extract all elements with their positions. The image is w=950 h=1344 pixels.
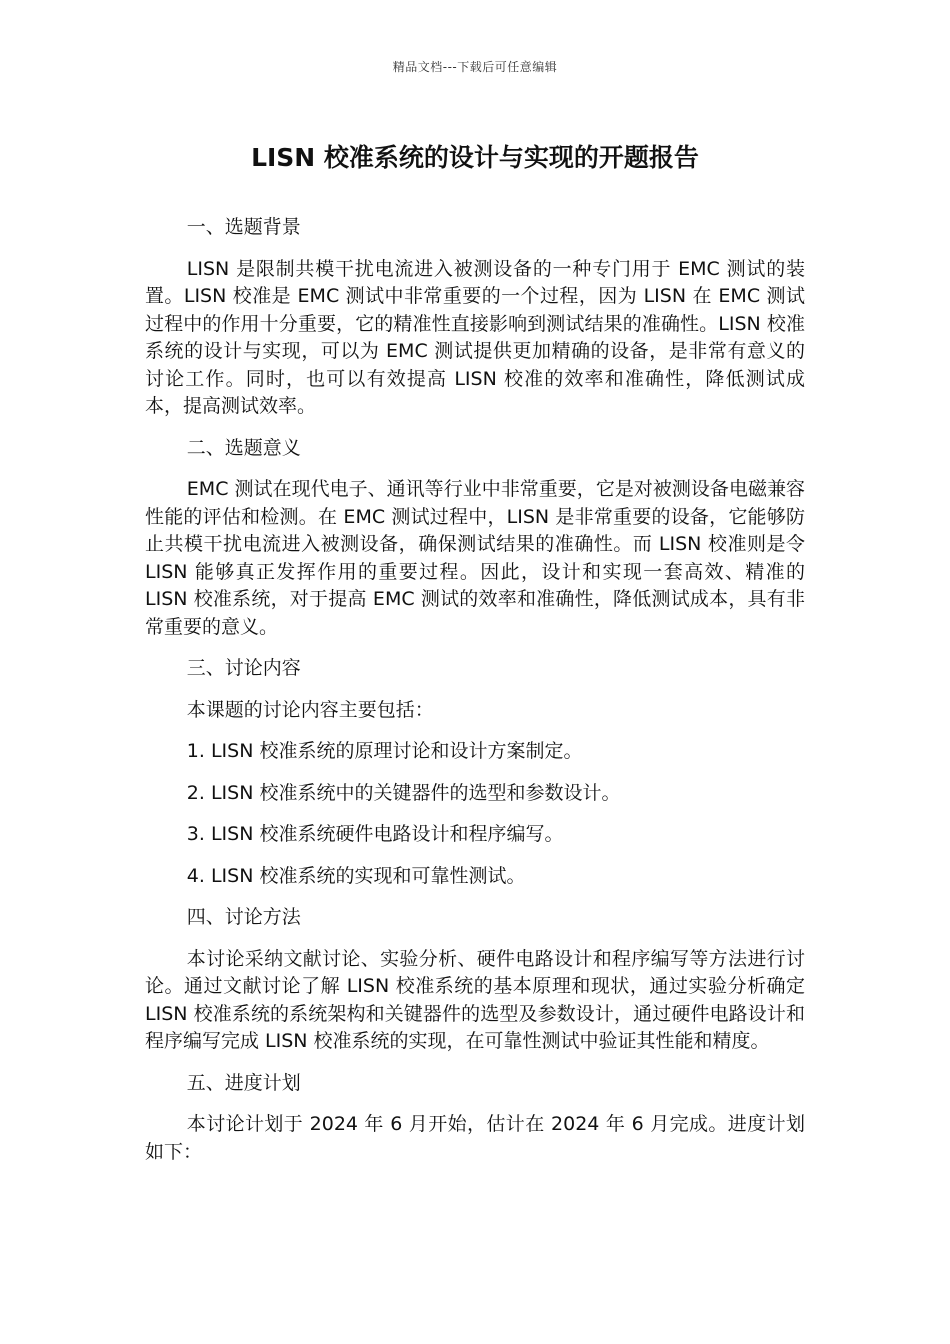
list-item-content-4: 4. LISN 校准系统的实现和可靠性测试。 — [186, 864, 526, 887]
document-title: LISN 校准系统的设计与实现的开题报告 — [251, 143, 699, 172]
paragraph-method: 本讨论采纳文献讨论、实验分析、硬件电路设计和程序编写等方法进行讨论。通过文献讨论了解 LISN 校准系统的基本原理和现状，通过实验分析确定 LISN 校准系统的系统架构和关键器件的选型及参数设计，通过硬件电路设计和程序编写完成 LISN 校准系统的实现，在可靠性测试中验证其性能和精度。 — [145, 947, 805, 1052]
header-note: 精品文档---下载后可任意编辑 — [392, 60, 558, 74]
document-body — [145, 214, 805, 1180]
section-heading-significance: 二、选题意义 — [186, 436, 301, 459]
paragraph-schedule: 本讨论计划于 2024 年 6 月开始，估计在 2024 年 6 月完成。进度计划如下： — [145, 1113, 805, 1163]
section-heading-schedule: 五、进度计划 — [186, 1071, 301, 1094]
section-heading-method: 四、讨论方法 — [186, 906, 301, 928]
list-item-content-3: 3. LISN 校准系统硬件电路设计和程序编写。 — [186, 823, 564, 845]
section-heading-background: 一、选题背景 — [186, 216, 301, 238]
paragraph-content-intro: 本课题的讨论内容主要包括： — [186, 698, 434, 721]
list-item-content-1: 1. LISN 校准系统的原理讨论和设计方案制定。 — [186, 740, 583, 762]
paragraph-background: LISN 是限制共模干扰电流进入被测设备的一种专门用于 EMC 测试的装置。LISN 校准是 EMC 测试中非常重要的一个过程，因为 LISN 在 EMC 测试过程中的作用十分重要，它的精准性直接影响到测试结果的准确性。LISN 校准系统的设计与实现，可以为 EMC 测试提供更加精确的设备，是非常有意义的讨论工作。同时，也可以有效提高 LISN 校准的效率和准确性，降低测试成本，提高测试效率。 — [145, 257, 805, 417]
paragraph-significance: EMC 测试在现代电子、通讯等行业中非常重要，它是对被测设备电磁兼容性能的评估和检测。在 EMC 测试过程中，LISN 是非常重要的设备，它能够防止共模干扰电流进入被测设备，确保测试结果的准确性。而 LISN 校准则是令 LISN 能够真正发挥作用的重要过程。因此，设计和实现一套高效、精准的 LISN 校准系统，对于提高 EMC 测试的效率和准确性，降低测试成本，具有非常重要的意义。 — [145, 478, 805, 638]
section-heading-content: 三、讨论内容 — [186, 657, 301, 679]
list-item-content-2: 2. LISN 校准系统中的关键器件的选型和参数设计。 — [186, 781, 621, 804]
